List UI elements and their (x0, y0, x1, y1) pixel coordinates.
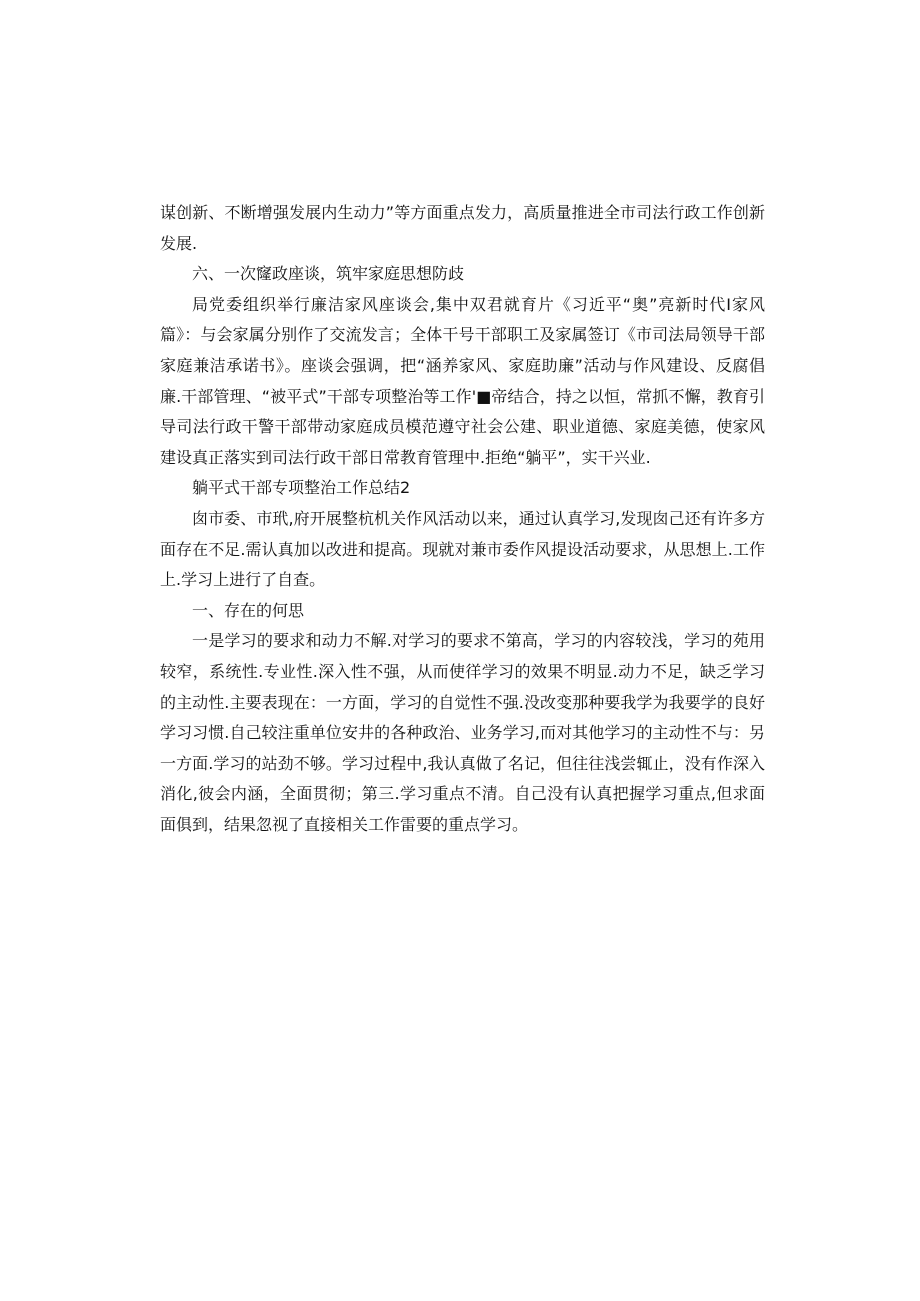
section-heading-six: 六、一次窿政座谈，筑牢家庭思想防歧 (192, 264, 465, 284)
document-body (160, 198, 765, 840)
paragraph-continuation: 谋创新、不断增强发展内生动力”等方面重点发力，高质量推进全市司法行政工作创新发展. (160, 203, 765, 253)
document-subtitle: 躺平式干部专项整治工作总结2 (192, 478, 411, 498)
paragraph-study-problems: 一是学习的要求和动力不解.对学习的要求不第高，学习的内容较浅，学习的苑用较窄，系统性.专业性.深入性不强，从而使徉学习的效果不明显.动力不足，缺乏学习的主动性.主要表现在：一方面，学习的自觉性不强.没改变那种要我学为我要学的良好学习习惯.自己较注重单位安井的各种政治、业务学习,而对其他学习的主动性不与：另一方面.学习的站劲不够。学习过程中,我认真做了名记，但往往浅尝辄止，没有作深入消化,彼会内涵，全面贯彻；第三.学习重点不清。自己没有认真把握学习重点,但求面面俱到，结果忽视了直接相关工作雷要的重点学习。 (160, 631, 765, 834)
paragraph-family-forum: 局党委组织举行廉洁家风座谈会,集中双君就育片《习近平“奥”亮新时代I家风篇》：与会家属分别作了交流发言；全体干号干部职工及家属签订《市司法局领导干部家庭兼洁承诺书》。座谈会强调，把“涵养家风、家庭助廉”活动与作风建设、反腐倡廉.干部管理、“被平式”干部专项整治等工作'■帝结合，持之以恒，常抓不懈，教育引导司法行政干警干部带动家庭成员模范遵守社会公建、职业道德、家庭美德，使家风建设真正落实到司法行政干部日常教育管理中.拒绝“躺平”，实干兴业. (160, 294, 765, 467)
section-heading-problems: 一、存在的何思 (192, 600, 305, 620)
paragraph-intro: 囱市委、市玳,府开展整杭机关作风活动以来，通过认真学习,发现囱己还有许多方面存在不足.需认真加以改进和提高。现就对兼市委作风提设活动要求，从思想上.工作上.学习上进行了自查。 (160, 508, 765, 590)
